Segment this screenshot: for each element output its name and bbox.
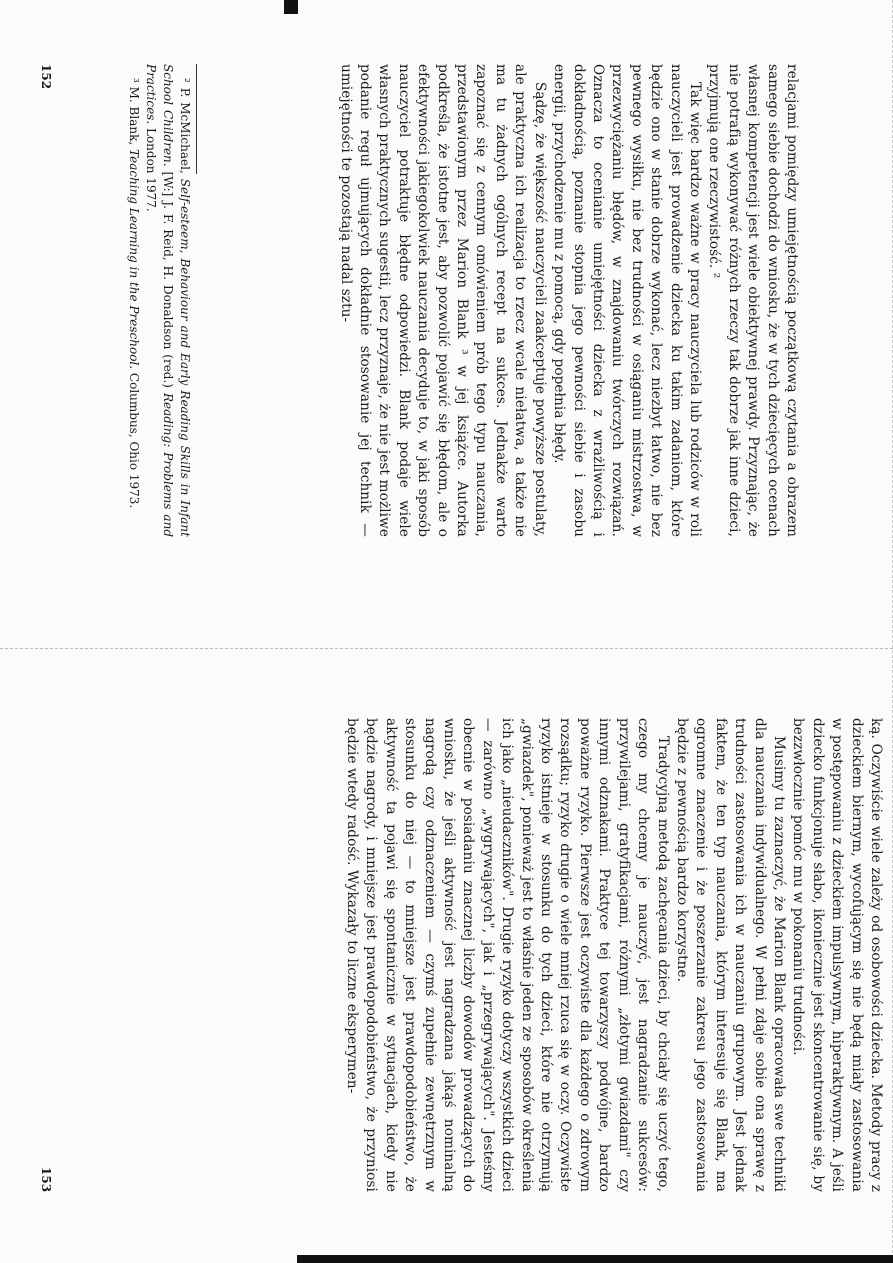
footnote-rule — [196, 64, 197, 174]
right-page — [0, 640, 893, 1263]
footnote-text: M. Blank, — [127, 86, 141, 146]
paragraph: ką. Oczywiście wiele zależy od osobowości dziecka. Metody pracy z dzieckiem biernym, wycofującym się nie będą miały zastosowania w postępowaniu z dzieckiem impulsywnym, hiperaktywnym. A jeśli dziecko funkcjonuje słabo, ikoniecznie jest skoncentrowanie się, by bezzwłocznie pomóc mu w pokonaniu trudności. — [790, 718, 884, 1192]
footnote-marker: ³ — [127, 78, 141, 83]
footnote-title: Teaching Learning in the Preschool. — [127, 149, 141, 370]
footnote-text: [W:] J. F. Reid, H. Donaldson (red.) — [161, 171, 175, 388]
paragraph: Sądzę, że większość nauczycieli zaakceptuje powyższe postulaty, ale praktyczna ich realizacja to rzecz wcale niełatwa, a także nie ma tu żadnych ogólnych recept na sukces. Jednakże warto zapoznać się z cennym omówieniem prób tego typu nauczania, przedstawionym przez Marion Blank ³ w jej książce. Autorka podkreśla, że istotne jest, aby pozwolić pojawić się błędom, ale o efektywności jakiegokolwiek nauczania decyduje to, w jaki sposób nauczyciel potraktuje błędne odpowiedzi. Blank podaje wiele własnych praktycznych sugestii, lecz przyznaje, że nie jest możliwe podanie reguł ujmujących dokładnie stosowanie jej technik — umiejętności te pozostają nadal sztu- — [337, 64, 548, 537]
footnote-title: Reading: Problems and Practices. — [144, 64, 175, 537]
footnote-2 — [142, 64, 193, 537]
footnote-3 — [125, 64, 142, 537]
left-page-body — [335, 64, 801, 537]
footnotes — [125, 64, 193, 537]
paragraph: Tak więc bardzo ważne w pracy nauczyciela lub rodziców w roli nauczycieli jest prowadzenie dziecka ku takim zadaniom, które będzie ono w stanie dobrze wykonać, lecz niezbyt łatwo, nie bez pewnego wysiłku, nie bez trudności w osiąganiu mistrzostwa, w przezwyciężaniu błędów, w znajdowaniu twórczych rozwiązań. Oznacza to ocenianie umiejętności dziecka z wrażliwością i dokładnością, poznanie stopnia jego pewności siebie i zasobu energii, przychodzenie mu z pomocą, gdy popełnia błędy. — [551, 64, 703, 537]
footnote-text: P. McMichael, — [178, 87, 192, 174]
right-page-body — [342, 718, 885, 1192]
paragraph: Tradycyjną metodą zachęcania dzieci, by chciały się uczyć tego, czego my chcemy je nauczyć, jest nagradzanie sukcesów: przywilejami, gratyfikacjami, różnymi „złotymi gwiazdami" czy innymi odznakami. Praktyce tej towarzyszy podwójne, bardzo poważne ryzyko. Pierwsze jest oczywiste dla każdego o zdrowym rozsądku; ryzyko drugie o wiele mniej rzuca się w oczy. Oczywiste ryzyko istnieje w stosunku do tych dzieci, które nie otrzymują „gwiazdek", ponieważ jest to właśnie jeden ze sposobów określenia ich jako „nieudaczników". Drugie ryzyko dotyczy wszystkich dzieci — zarówno „wygrywających", jak i „przegrywających". Jesteśmy obecnie w posiadaniu znacznej liczby dowodów prowadzących do wniosku, że jeśli aktywność jest nagradzana jakąś nominalną nagrodą czy odznaczeniem — czymś zupełnie zewnętrznym w stosunku do niej — to mniejsze jest prawdopodobieństwo, że aktywność ta pojawi się spontanicznie w sytuacjach, kiedy nie będzie nagrody, i mniejsze jest prawdopodobieństwo, że przyniosi będzie wtedy radość. Wykazały to liczne eksperymen- — [344, 718, 671, 1192]
page-number: 153 — [39, 1167, 53, 1193]
paragraph: relacjami pomiędzy umiejętnością początkową czytania a obrazem samego siebie dochodzi do wniosku, że w tych dziecięcych ocenach własnej kompetencji jest wiele obiektywnej prawdy. Przyznając, że nie potrafią wykonywać różnych rzeczy tak dobrze jak inne dzieci, przyjmują one rzeczywistość. ² — [706, 64, 800, 537]
footnote-text: Columbus, Ohio 1973. — [127, 372, 141, 509]
footnote-marker: ² — [178, 78, 192, 83]
page-number: 152 — [39, 64, 53, 90]
paragraph: Musimy tu zaznaczyć, że Marion Blank opracowała swe techniki dla nauczania indywidualnego. W pełni zdaje sobie ona sprawę z trudności zastosowania ich w nauczaniu grupowym. Jest jednak faktem, że ten typ nauczania, którym interesuje się Blank, ma ogromne znaczenie i że poszerzanie zakresu jego zastosowania będzie z pewnością bardzo korzystne. — [673, 718, 787, 1192]
footnote-text: London 1977. — [144, 127, 158, 212]
footnote-title: Self-esteem, Behaviour and Early Reading Skills in Infant School Children. — [161, 64, 192, 537]
